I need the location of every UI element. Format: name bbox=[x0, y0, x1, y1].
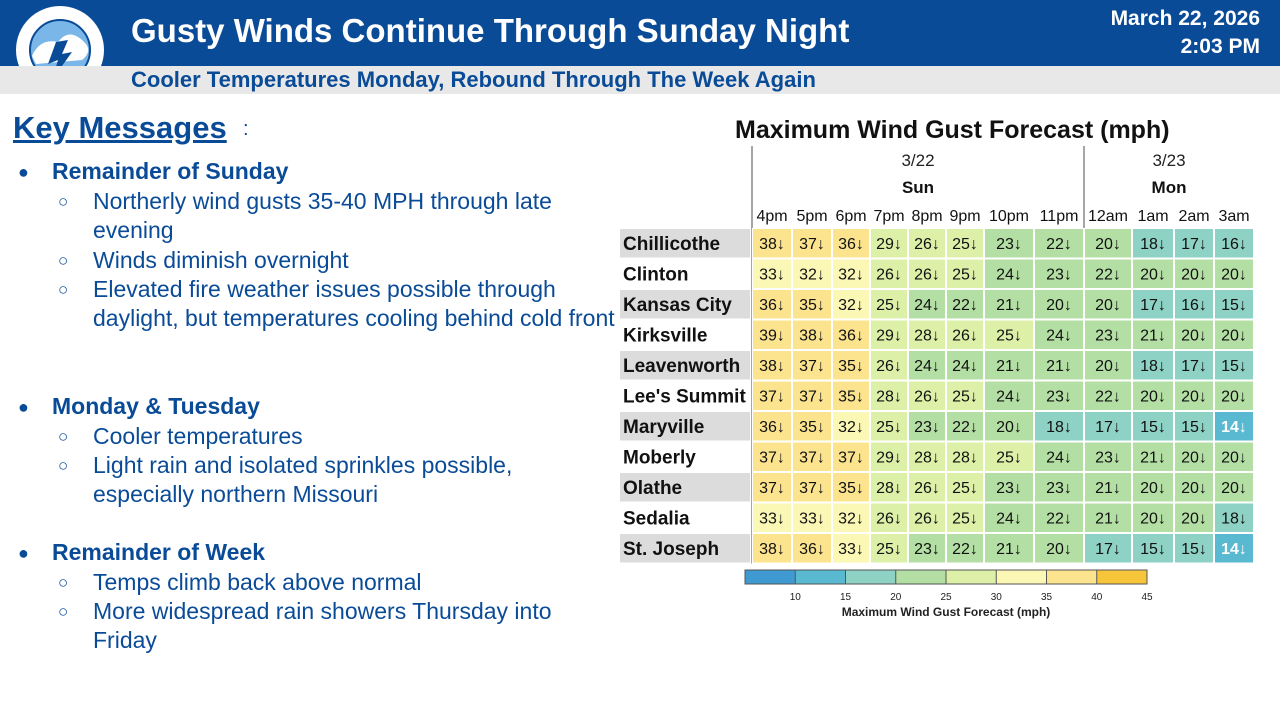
colorbar-tick-label: 25 bbox=[940, 592, 952, 603]
colorbar-segment bbox=[996, 570, 1046, 584]
hour-label: 12am bbox=[1087, 208, 1129, 225]
cell-value: 23↓ bbox=[914, 419, 940, 436]
cell-value: 35↓ bbox=[799, 297, 825, 314]
cell-value: 25↓ bbox=[876, 297, 902, 314]
cell-value: 35↓ bbox=[838, 388, 864, 406]
cell-value: 20↓ bbox=[1181, 510, 1207, 528]
cell-value: 33↓ bbox=[759, 266, 785, 284]
cell-value: 20↓ bbox=[1181, 480, 1207, 497]
cell-value: 28↓ bbox=[914, 449, 940, 467]
hour-label: 11pm bbox=[1039, 208, 1079, 225]
cell-value: 22↓ bbox=[952, 541, 978, 558]
cell-value: 32↓ bbox=[838, 266, 864, 284]
cell-value: 20↓ bbox=[1046, 541, 1072, 558]
cell-value: 23↓ bbox=[996, 480, 1022, 497]
colorbar-segment bbox=[1047, 570, 1097, 584]
cell-value: 25↓ bbox=[952, 266, 978, 284]
list-item: ○ Northerly wind gusts 35-40 MPH through late evening bbox=[58, 188, 552, 243]
cell-value: 17↓ bbox=[1140, 297, 1166, 314]
cell-value: 26↓ bbox=[876, 266, 902, 284]
colorbar-label: Maximum Wind Gust Forecast (mph) bbox=[841, 605, 1051, 619]
cell-value: 24↓ bbox=[996, 266, 1022, 284]
cell-value: 25↓ bbox=[952, 480, 978, 497]
location-label: Clinton bbox=[623, 264, 689, 286]
cell-value: 37↓ bbox=[838, 449, 864, 467]
cell-value: 26↓ bbox=[914, 236, 940, 253]
cell-value: 21↓ bbox=[996, 541, 1022, 558]
cell-value: 33↓ bbox=[838, 541, 864, 558]
section-heading-sunday: ● Remainder of Sunday bbox=[18, 158, 289, 184]
cell-value: 29↓ bbox=[876, 327, 902, 345]
cell-value: 38↓ bbox=[759, 541, 785, 558]
cell-value: 16↓ bbox=[1181, 297, 1207, 314]
cell-value: 25↓ bbox=[952, 388, 978, 406]
cell-value: 37↓ bbox=[759, 449, 785, 467]
cell-value: 37↓ bbox=[759, 388, 785, 406]
location-label: Kansas City bbox=[623, 295, 732, 316]
cell-value: 20↓ bbox=[1221, 388, 1247, 406]
bullet-dot-icon: ● bbox=[18, 162, 29, 183]
bullet-dot-icon: ● bbox=[18, 543, 29, 564]
hour-label: 5pm bbox=[796, 208, 828, 225]
hollow-bullet-icon: ○ bbox=[58, 280, 69, 299]
cell-value: 35↓ bbox=[799, 419, 825, 436]
hour-label: 2am bbox=[1178, 208, 1210, 225]
cell-value: 18↓ bbox=[1140, 358, 1166, 375]
cell-value: 24↓ bbox=[1046, 327, 1072, 345]
cell-value: 17↓ bbox=[1181, 358, 1207, 375]
cell-value: 38↓ bbox=[759, 358, 785, 375]
cell-value: 26↓ bbox=[876, 510, 902, 528]
location-label: Chillicothe bbox=[623, 234, 721, 255]
cell-value: 22↓ bbox=[1046, 236, 1072, 253]
colorbar-segment bbox=[745, 570, 795, 584]
cell-value: 32↓ bbox=[838, 297, 864, 314]
colorbar-tick-label: 10 bbox=[789, 592, 801, 603]
cell-value: 38↓ bbox=[799, 327, 825, 345]
cell-value: 15↓ bbox=[1181, 541, 1207, 558]
cell-value: 33↓ bbox=[799, 510, 825, 528]
hollow-bullet-icon: ○ bbox=[58, 192, 69, 211]
cell-value: 25↓ bbox=[996, 449, 1022, 467]
hollow-bullet-icon: ○ bbox=[58, 602, 69, 621]
cell-value: 20↓ bbox=[1221, 449, 1247, 467]
hour-label: 7pm bbox=[873, 208, 905, 225]
key-messages-colon: : bbox=[243, 118, 249, 140]
cell-value: 25↓ bbox=[952, 510, 978, 528]
cell-value: 25↓ bbox=[876, 419, 902, 436]
cell-value: 24↓ bbox=[1046, 449, 1072, 467]
cell-value: 26↓ bbox=[914, 480, 940, 497]
issue-date: March 22, 2026 bbox=[1110, 7, 1260, 30]
cell-value: 21↓ bbox=[1095, 480, 1121, 497]
cell-value: 20↓ bbox=[1140, 510, 1166, 528]
cell-value: 36↓ bbox=[799, 541, 825, 558]
hour-label: 9pm bbox=[949, 208, 981, 225]
day-group-name: Sun bbox=[901, 178, 935, 197]
cell-value: 23↓ bbox=[914, 541, 940, 558]
location-label: St. Joseph bbox=[623, 539, 720, 560]
cell-value: 22↓ bbox=[952, 297, 978, 314]
cell-value: 25↓ bbox=[952, 236, 978, 253]
cell-value: 21↓ bbox=[1140, 449, 1166, 467]
hour-label: 1am bbox=[1137, 208, 1169, 225]
colorbar-tick-label: 30 bbox=[990, 592, 1002, 603]
cell-value: 21↓ bbox=[1140, 327, 1166, 345]
colorbar-tick-label: 40 bbox=[1091, 592, 1103, 603]
cell-value: 24↓ bbox=[952, 358, 978, 375]
cell-value: 26↓ bbox=[876, 358, 902, 375]
location-label: Sedalia bbox=[623, 508, 690, 530]
cell-value: 20↓ bbox=[1095, 358, 1121, 375]
hour-label: 8pm bbox=[911, 208, 943, 225]
cell-value: 16↓ bbox=[1221, 236, 1247, 253]
cell-value: 36↓ bbox=[838, 236, 864, 253]
cell-value: 35↓ bbox=[838, 480, 864, 497]
cell-value: 15↓ bbox=[1140, 419, 1166, 436]
cell-value: 24↓ bbox=[914, 297, 940, 314]
section-heading-remainder-week: ● Remainder of Week bbox=[18, 539, 266, 565]
day-group-name: Mon bbox=[1151, 178, 1187, 197]
location-label: Maryville bbox=[623, 417, 705, 438]
issue-time: 2:03 PM bbox=[1180, 35, 1260, 58]
cell-value: 29↓ bbox=[876, 449, 902, 467]
cell-value: 26↓ bbox=[914, 388, 940, 406]
cell-value: 20↓ bbox=[1221, 327, 1247, 345]
location-label: Olathe bbox=[623, 478, 683, 499]
cell-value: 20↓ bbox=[1140, 388, 1166, 406]
cell-value: 18↓ bbox=[1221, 510, 1247, 528]
cell-value: 21↓ bbox=[996, 297, 1022, 314]
colorbar-tick-label: 20 bbox=[890, 592, 902, 603]
cell-value: 15↓ bbox=[1221, 297, 1247, 314]
cell-value: 33↓ bbox=[759, 510, 785, 528]
cell-value: 21↓ bbox=[996, 358, 1022, 375]
cell-value: 22↓ bbox=[1095, 388, 1121, 406]
cell-value: 25↓ bbox=[876, 541, 902, 558]
cell-value: 20↓ bbox=[1046, 297, 1072, 314]
cell-value: 37↓ bbox=[799, 358, 825, 375]
day-group-date: 3/22 bbox=[901, 151, 935, 170]
location-label: Moberly bbox=[623, 447, 696, 469]
cell-value: 18↓ bbox=[1046, 419, 1072, 436]
hour-label: 3am bbox=[1218, 208, 1250, 225]
cell-value: 23↓ bbox=[1046, 266, 1072, 284]
cell-value: 32↓ bbox=[799, 266, 825, 284]
hollow-bullet-icon: ○ bbox=[58, 573, 69, 592]
cell-value: 24↓ bbox=[996, 388, 1022, 406]
cell-value: 32↓ bbox=[838, 510, 864, 528]
cell-value: 39↓ bbox=[759, 327, 785, 345]
chart-title: Maximum Wind Gust Forecast (mph) bbox=[735, 116, 1170, 144]
cell-value: 21↓ bbox=[1095, 510, 1121, 528]
colorbar-tick-label: 35 bbox=[1040, 592, 1053, 603]
cell-value: 17↓ bbox=[1181, 236, 1207, 253]
cell-value: 35↓ bbox=[838, 358, 864, 375]
cell-value: 37↓ bbox=[799, 480, 825, 497]
cell-value: 28↓ bbox=[876, 480, 902, 497]
colorbar-segment bbox=[946, 570, 996, 584]
cell-value: 20↓ bbox=[1095, 297, 1121, 314]
cell-value: 20↓ bbox=[1221, 480, 1247, 497]
hour-label: 6pm bbox=[835, 208, 867, 225]
location-label: Leavenworth bbox=[623, 356, 741, 377]
cell-value: 37↓ bbox=[799, 236, 825, 253]
colorbar-tick-label: 15 bbox=[839, 592, 852, 603]
cell-value: 22↓ bbox=[1095, 266, 1121, 284]
hollow-bullet-icon: ○ bbox=[58, 427, 69, 446]
colorbar-segment bbox=[846, 570, 896, 584]
cell-value: 28↓ bbox=[914, 327, 940, 345]
hollow-bullet-icon: ○ bbox=[58, 456, 69, 475]
cell-value: 20↓ bbox=[1140, 266, 1166, 284]
cell-value: 17↓ bbox=[1095, 419, 1121, 436]
cell-value: 36↓ bbox=[838, 327, 864, 345]
cell-value: 22↓ bbox=[1046, 510, 1072, 528]
cell-value: 20↓ bbox=[996, 419, 1022, 436]
cell-value: 38↓ bbox=[759, 236, 785, 253]
colorbar-segment bbox=[1097, 570, 1147, 584]
cell-value: 15↓ bbox=[1181, 419, 1207, 436]
cell-value: 26↓ bbox=[914, 266, 940, 284]
cell-value: 28↓ bbox=[952, 449, 978, 467]
hollow-bullet-icon: ○ bbox=[58, 251, 69, 270]
cell-value: 22↓ bbox=[952, 419, 978, 436]
cell-value: 26↓ bbox=[952, 327, 978, 345]
cell-value: 20↓ bbox=[1181, 388, 1207, 406]
cell-value: 28↓ bbox=[876, 388, 902, 406]
bullet-dot-icon: ● bbox=[18, 397, 29, 418]
cell-value: 15↓ bbox=[1221, 358, 1247, 375]
cell-value: 37↓ bbox=[799, 449, 825, 467]
colorbar-tick-label: 45 bbox=[1141, 592, 1153, 603]
page-subtitle: Cooler Temperatures Monday, Rebound Through The Week Again bbox=[131, 67, 816, 92]
cell-value: 20↓ bbox=[1140, 480, 1166, 497]
cell-value: 32↓ bbox=[838, 419, 864, 436]
location-label: Lee's Summit bbox=[623, 386, 746, 408]
cell-value: 23↓ bbox=[996, 236, 1022, 253]
timestamp bbox=[1111, 5, 1260, 61]
cell-value: 25↓ bbox=[996, 327, 1022, 345]
hour-label: 10pm bbox=[988, 208, 1030, 225]
cell-value: 24↓ bbox=[996, 510, 1022, 528]
cell-value: 18↓ bbox=[1140, 236, 1166, 253]
cell-value: 26↓ bbox=[914, 510, 940, 528]
cell-value: 36↓ bbox=[759, 419, 785, 436]
cell-value: 14↓ bbox=[1221, 541, 1247, 558]
cell-value: 17↓ bbox=[1095, 541, 1121, 558]
cell-value: 37↓ bbox=[799, 388, 825, 406]
day-group-date: 3/23 bbox=[1152, 151, 1186, 170]
key-messages-heading: Key Messages bbox=[13, 110, 227, 145]
location-label: Kirksville bbox=[623, 325, 708, 347]
cell-value: 24↓ bbox=[914, 358, 940, 375]
cell-value: 29↓ bbox=[876, 236, 902, 253]
cell-value: 20↓ bbox=[1095, 236, 1121, 253]
section-heading-monday-tuesday: ● Monday & Tuesday bbox=[18, 393, 260, 419]
cell-value: 15↓ bbox=[1140, 541, 1166, 558]
cell-value: 23↓ bbox=[1095, 449, 1121, 467]
cell-value: 21↓ bbox=[1046, 358, 1072, 375]
cell-value: 14↓ bbox=[1221, 419, 1247, 436]
cell-value: 20↓ bbox=[1221, 266, 1247, 284]
cell-value: 23↓ bbox=[1095, 327, 1121, 345]
cell-value: 20↓ bbox=[1181, 266, 1207, 284]
cell-value: 23↓ bbox=[1046, 480, 1072, 497]
cell-value: 36↓ bbox=[759, 297, 785, 314]
colorbar-segment bbox=[896, 570, 946, 584]
cell-value: 37↓ bbox=[759, 480, 785, 497]
colorbar-segment bbox=[795, 570, 845, 584]
hour-label: 4pm bbox=[756, 208, 788, 225]
page-title: Gusty Winds Continue Through Sunday Night bbox=[131, 12, 850, 49]
wind-gust-heatmap bbox=[615, 110, 1275, 625]
cell-value: 23↓ bbox=[1046, 388, 1072, 406]
cell-value: 20↓ bbox=[1181, 327, 1207, 345]
cell-value: 20↓ bbox=[1181, 449, 1207, 467]
